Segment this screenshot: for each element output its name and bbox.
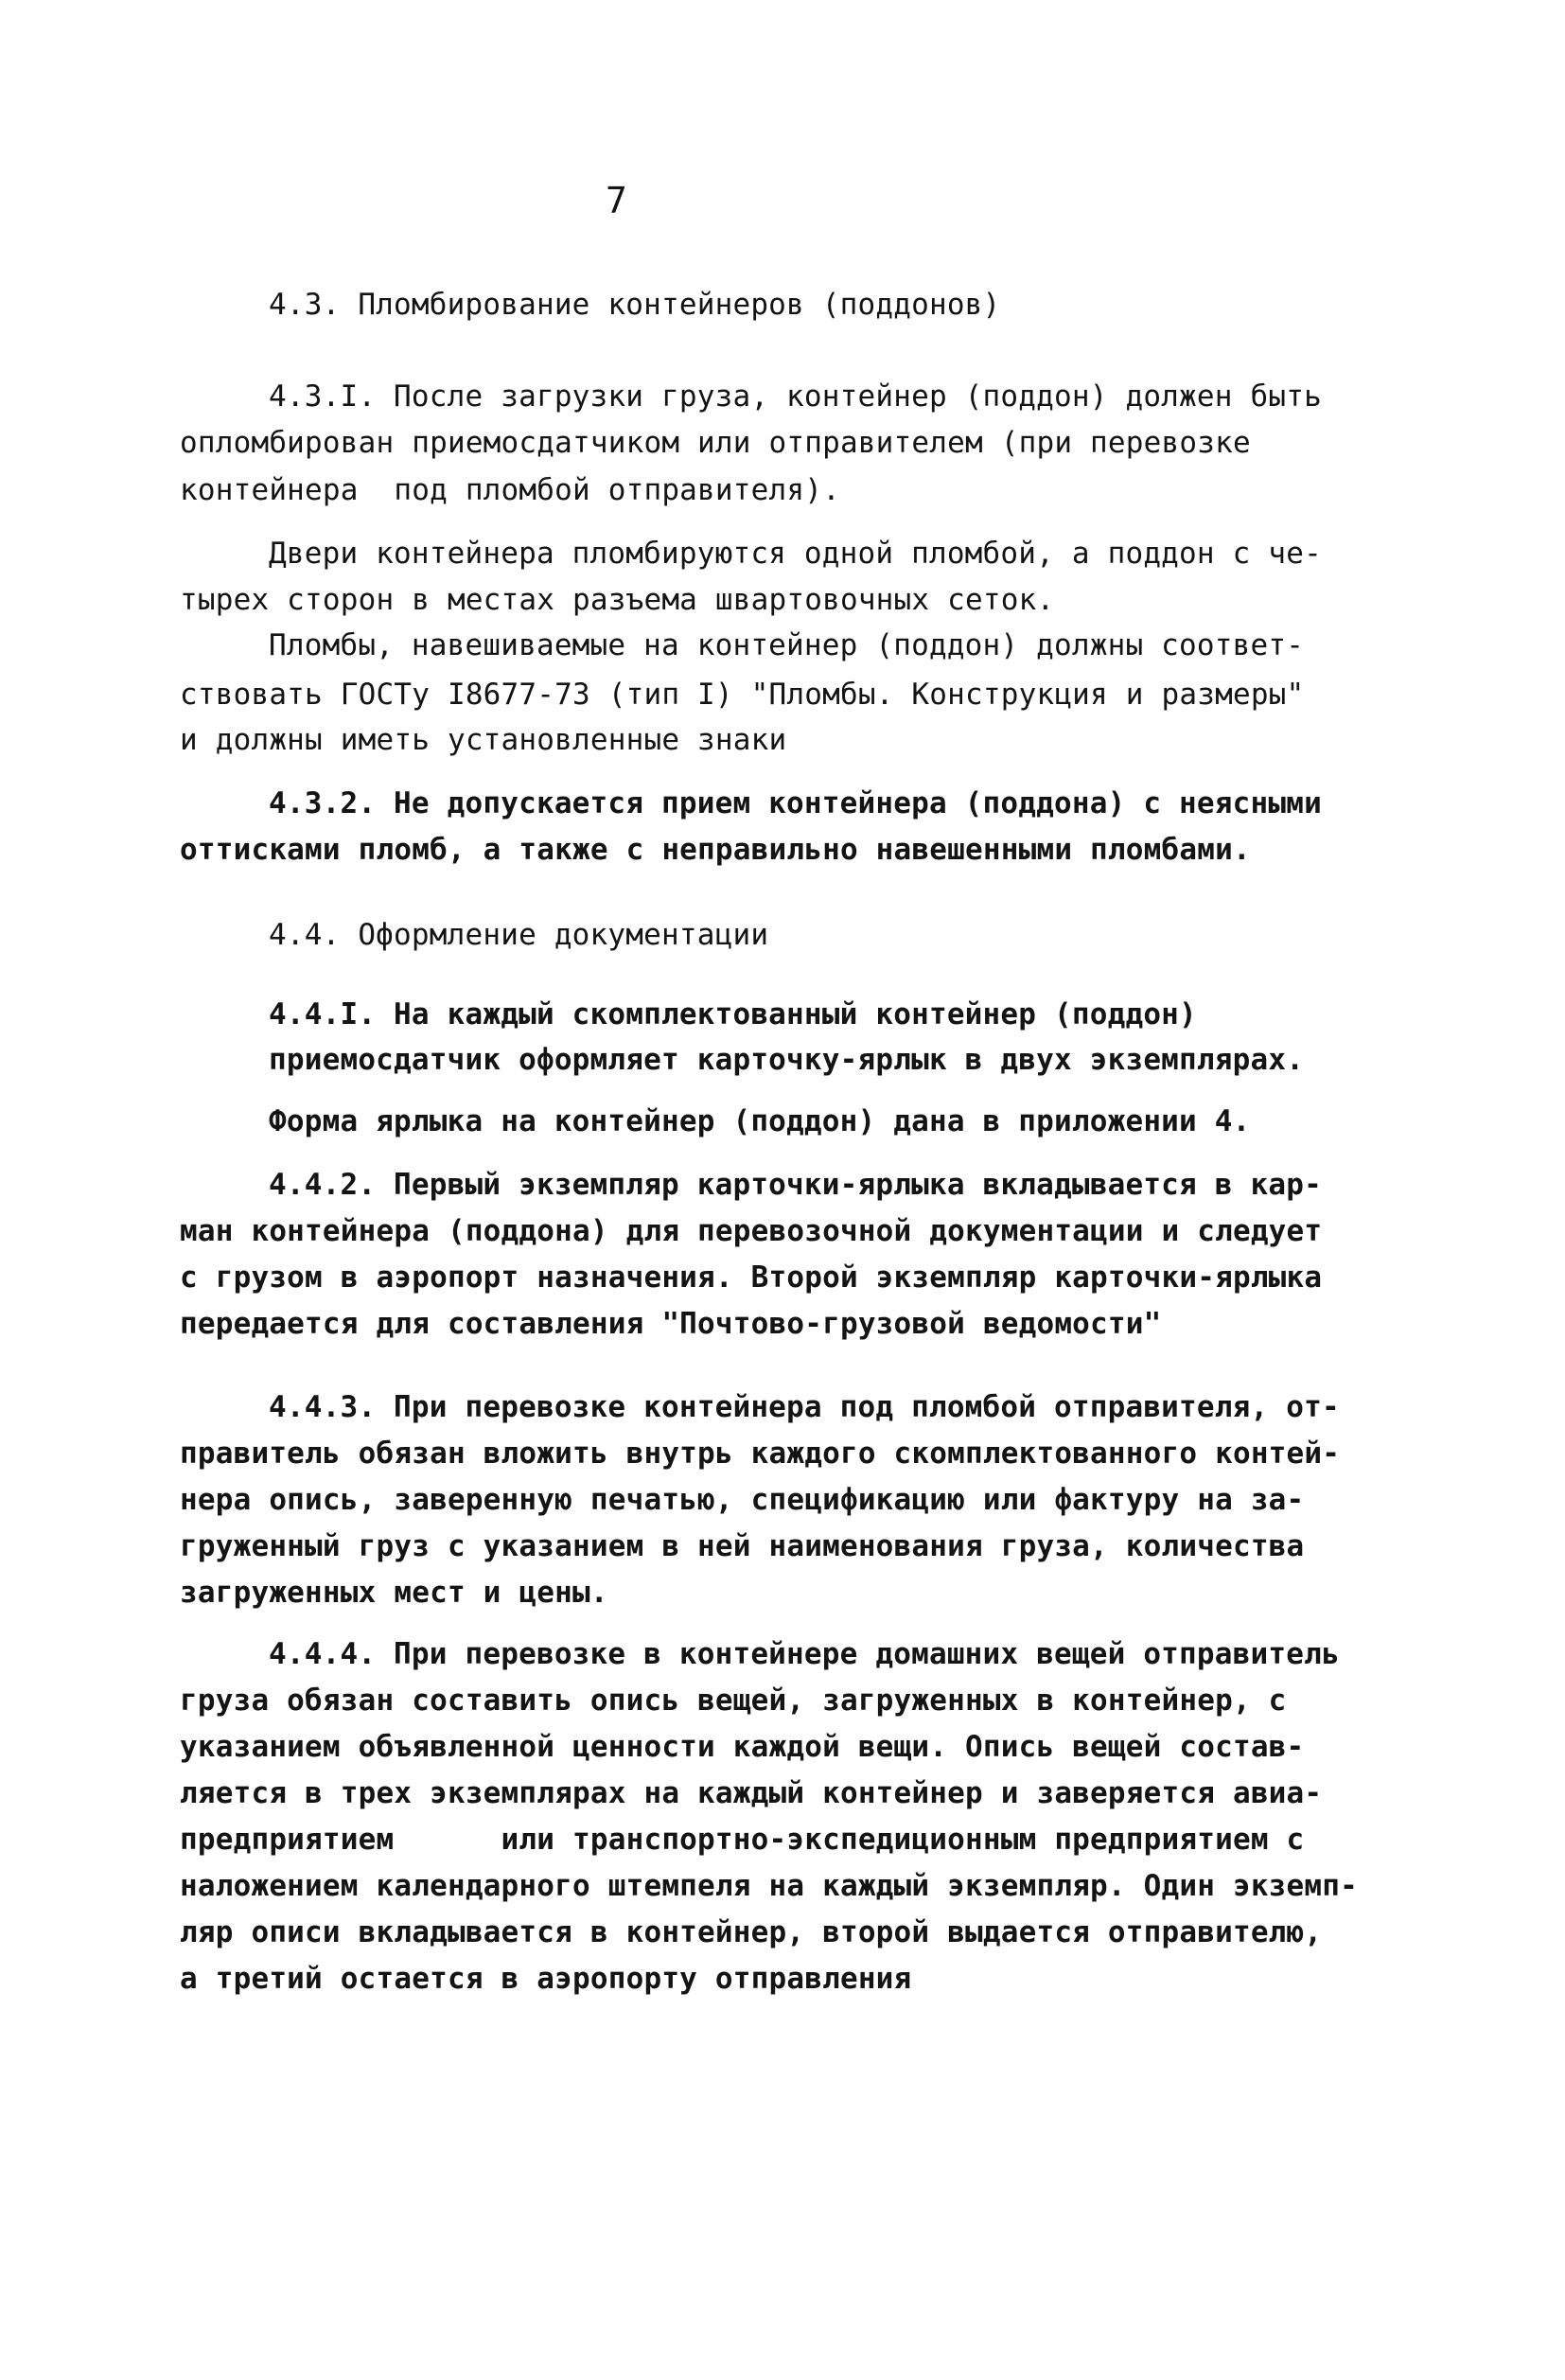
paragraph-4-3-2-line-1: 4.3.2. Не допускается прием контейнера (поддона) с неясными [269,786,1322,820]
paragraph-4-4-2-line-2: ман контейнера (поддона) для перевозочной документации и следует [180,1214,1323,1248]
paragraph-4-4-3-line-2: правитель обязан вложить внутрь каждого скомплектованного контей- [180,1437,1341,1471]
paragraph-4-4-2-line-4: передается для составления "Почтово-грузовой ведомости" [180,1307,1162,1341]
paragraph-4-4-2-line-3: с грузом в аэропорт назначения. Второй экземпляр карточки-ярлыка [180,1261,1323,1295]
paragraph-4-4-3-line-3: нера опись, заверенную печатью, спецификацию или фактуру на за- [180,1483,1305,1517]
paragraph-4-3-1-line-1: 4.3.I. После загрузки груза, контейнер (поддон) должен быть [269,379,1322,414]
paragraph-4-4-1-line-2: приемосдатчик оформляет карточку-ярлык в двух экземплярах. [269,1043,1305,1077]
paragraph-seals-line-2: ствовать ГОСТу I8677-73 (тип I) "Пломбы. Конструкция и размеры" [180,678,1305,712]
page-number: 7 [606,180,627,221]
paragraph-4-4-3-line-5: загруженных мест и цены. [180,1576,608,1610]
paragraph-4-4-4-line-4: ляется в трех экземплярах на каждый контейнер и заверяется авиа- [180,1776,1323,1810]
paragraph-doors-line-1: Двери контейнера пломбируются одной пломбой, а поддон с че- [269,537,1322,571]
paragraph-4-3-1-line-3: контейнера под пломбой отправителя). [180,473,840,507]
paragraph-seals-line-1: Пломбы, навешиваемые на контейнер (поддон) должны соответ- [269,628,1305,662]
paragraph-4-4-3-line-4: груженный груз с указанием в ней наименования груза, количества [180,1529,1305,1563]
paragraph-4-4-3-line-1: 4.4.3. При перевозке контейнера под пломбой отправителя, от- [269,1390,1340,1424]
paragraph-4-4-2-line-1: 4.4.2. Первый экземпляр карточки-ярлыка вкладывается в кар- [269,1168,1322,1202]
paragraph-4-4-4-line-8: а третий остается в аэропорту отправления [180,1962,912,1996]
paragraph-seals-line-3: и должны иметь установленные знаки [180,723,787,757]
paragraph-4-3-1-line-2: опломбирован приемосдатчиком или отправителем (при перевозке [180,426,1251,460]
paragraph-4-4-4-line-6: наложением календарного штемпеля на каждый экземпляр. Один экземп- [180,1869,1358,1903]
paragraph-4-4-4-line-5: предприятием или транспортно-экспедиционным предприятием с [180,1823,1305,1857]
paragraph-4-4-1-line-1: 4.4.I. На каждый скомплектованный контейнер (поддон) [269,997,1197,1031]
paragraph-4-3-2-line-2: оттисками пломб, а также с неправильно навешенными пломбами. [180,833,1251,867]
paragraph-4-4-4-line-1: 4.4.4. При перевозке в контейнере домашних вещей отправитель [269,1637,1340,1671]
paragraph-4-4-4-line-3: указанием объявленной ценности каждой вещи. Опись вещей состав- [180,1730,1305,1764]
paragraph-4-4-4-line-7: ляр описи вкладывается в контейнер, второй выдается отправителю, [180,1915,1323,1949]
paragraph-doors-line-2: тырех сторон в местах разъема швартовочных сеток. [180,583,1055,617]
paragraph-4-4-4-line-2: груза обязан составить опись вещей, загруженных в контейнер, с [180,1684,1287,1718]
section-heading-4-3: 4.3. Пломбирование контейнеров (поддонов) [269,288,1001,322]
paragraph-form-line-1: Форма ярлыка на контейнер (поддон) дана в приложении 4. [269,1104,1251,1138]
section-heading-4-4: 4.4. Оформление документации [269,918,769,952]
